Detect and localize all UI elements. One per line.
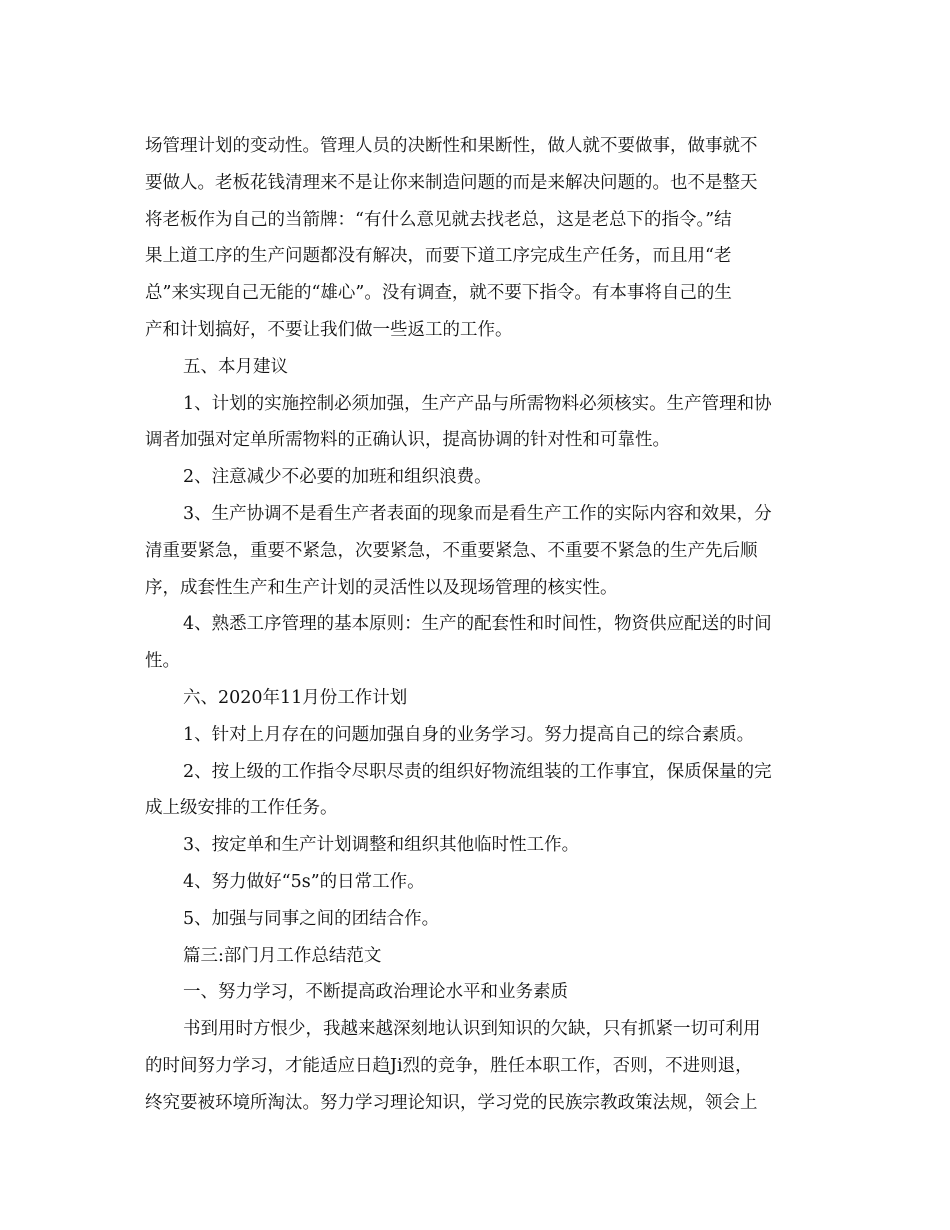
article-title: 篇三:部门月工作总结范文 (183, 945, 382, 966)
list-item: 1、针对上月存在的问题加强自身的业务学习。努力提高自己的综合素质。 (183, 724, 755, 745)
list-item: 1、计划的实施控制必须加强，生产产品与所需物料必须核实。生产管理和协 (183, 393, 772, 414)
text-line: 要做人。老板花钱清理来不是让你来制造问题的而是来解决问题的。也不是整天 (145, 172, 758, 193)
text-line: 性。 (145, 651, 180, 672)
list-item: 3、生产协调不是看生产者表面的现象而是看生产工作的实际内容和效果，分 (183, 503, 772, 524)
section-heading: 五、本月建议 (183, 356, 288, 377)
text-line: 终究要被环境所淘汰。努力学习理论知识，学习党的民族宗教政策法规，领会上 (145, 1092, 758, 1113)
text-line: 总”来实现自己无能的“雄心”。没有调查，就不要下指令。有本事将自己的生 (145, 283, 732, 304)
list-item: 5、加强与同事之间的团结合作。 (183, 908, 440, 929)
text-line: 调者加强对定单所需物料的正确认识，提高协调的针对性和可靠性。 (145, 430, 670, 451)
list-item: 4、努力做好“5s”的日常工作。 (183, 871, 425, 892)
text-line: 清重要紧急，重要不紧急，次要紧急，不重要紧急、不重要不紧急的生产先后顺 (145, 540, 758, 561)
text-line: 成上级安排的工作任务。 (145, 798, 338, 819)
text-line: 的时间努力学习，才能适应日趋Ji烈的竞争，胜任本职工作，否则，不进则退， (145, 1055, 753, 1076)
text-line: 产和计划搞好，不要让我们做一些返工的工作。 (145, 319, 513, 340)
text-line: 果上道工序的生产问题都没有解决，而要下道工序完成生产任务，而且用“老 (145, 246, 732, 267)
list-item: 3、按定单和生产计划调整和组织其他临时性工作。 (183, 835, 580, 856)
text-line: 将老板作为自己的当箭牌：“有什么意见就去找老总，这是老总下的指令。”结 (145, 209, 732, 230)
text-line: 序，成套性生产和生产计划的灵活性以及现场管理的核实性。 (145, 577, 618, 598)
list-item: 4、熟悉工序管理的基本原则：生产的配套性和时间性，物资供应配送的时间 (183, 614, 772, 635)
text-line: 书到用时方恨少，我越来越深刻地认识到知识的欠缺，只有抓紧一切可利用 (183, 1019, 761, 1040)
text-line: 场管理计划的变动性。管理人员的决断性和果断性，做人就不要做事，做事就不 (145, 136, 758, 156)
section-heading: 六、2020年11月份工作计划 (183, 687, 408, 708)
list-item: 2、按上级的工作指令尽职尽责的组织好物流组装的工作事宜，保质保量的完 (183, 761, 772, 782)
section-heading: 一、努力学习，不断提高政治理论水平和业务素质 (183, 982, 568, 1003)
list-item: 2、注意减少不必要的加班和组织浪费。 (183, 467, 492, 488)
document-body (145, 128, 807, 1122)
